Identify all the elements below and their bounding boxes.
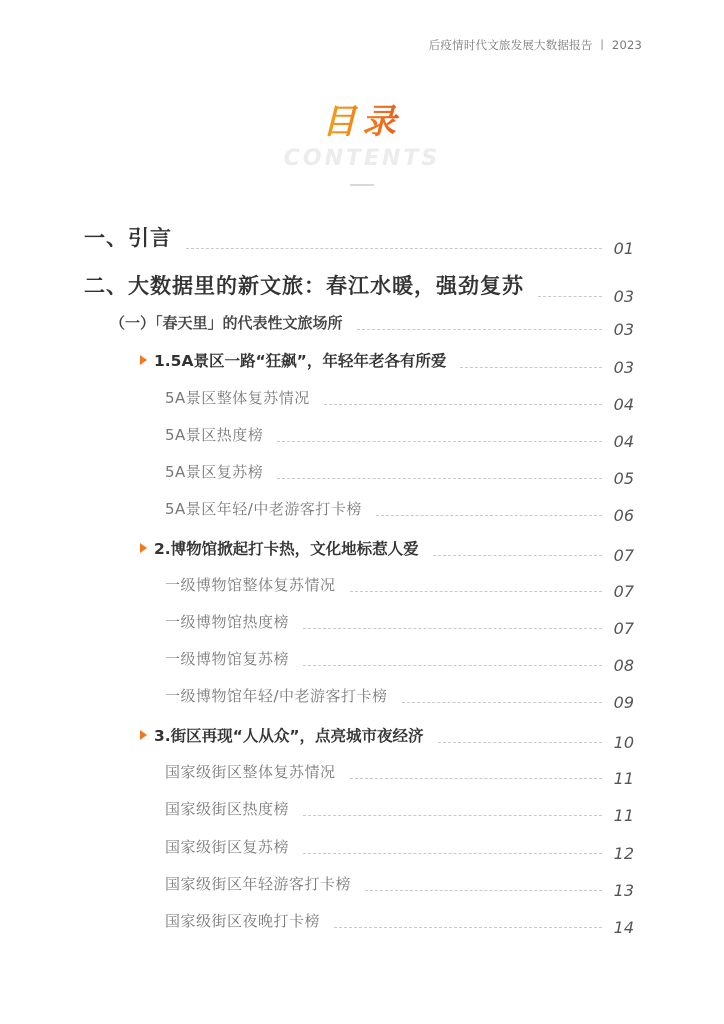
toc-entry-text: 国家级街区复苏榜 [165,838,290,856]
toc-entry-label [110,312,343,333]
toc-page-number: 13 [613,881,634,900]
toc-entry[interactable] [84,270,634,306]
arrow-bullet-icon [140,355,147,365]
toc-entry-label [84,270,524,300]
toc-entry-text: 5A景区热度榜 [165,426,264,444]
toc-entry-label [165,685,388,706]
dotted-leader [334,927,602,928]
toc-entry-label [165,498,362,519]
toc-page-number: 11 [613,769,634,788]
dotted-leader [350,778,602,779]
dotted-leader [303,665,602,666]
toc-entry-label [165,648,289,669]
toc-page-number: 07 [613,582,634,601]
toc-entry-text: 一级博物馆年轻/中老游客打卡榜 [165,687,388,705]
dotted-leader [357,329,602,330]
report-header: 后疫情时代文旅发展大数据报告 丨 2023 [428,38,642,52]
dotted-leader [402,702,602,703]
toc-entry-label [165,574,336,595]
page-title: 目录 [322,102,402,142]
toc-page-number: 10 [613,733,634,752]
toc-entry-text: 国家级街区年轻游客打卡榜 [165,875,352,893]
arrow-bullet-icon [140,730,147,740]
toc-entry[interactable] [165,910,634,937]
toc-page-number: 08 [613,656,634,675]
toc-entry-text: 国家级街区整体复苏情况 [165,763,336,781]
toc-entry-text: 2.博物馆掀起打卡热，文化地标惹人爱 [154,540,419,558]
dotted-leader [303,853,602,854]
toc-entry[interactable] [84,222,634,258]
toc-entry[interactable] [140,349,634,377]
dotted-leader [365,890,602,891]
dotted-leader [433,555,602,556]
toc-entry-text: 一、引言 [84,226,172,250]
toc-page-number: 04 [613,432,634,451]
dotted-leader [438,742,602,743]
toc-entry[interactable] [165,685,634,712]
arrow-bullet-icon [140,543,147,553]
toc-page-number: 03 [613,287,634,306]
toc-entry-text: 1.5A景区一路“狂飙”，年轻年老各有所爱 [154,352,447,370]
toc-page-number: 03 [613,320,634,339]
toc-entry-text: 5A景区复苏榜 [165,463,264,481]
toc-entry-text: 国家级街区夜晚打卡榜 [165,912,321,930]
toc-page-number: 11 [613,806,634,825]
toc-entry[interactable] [140,537,634,565]
toc-entry[interactable] [165,648,634,675]
toc-page-number: 04 [613,395,634,414]
toc-entry-label [165,873,351,894]
toc-entry-text: 3.街区再现“人从众”，点亮城市夜经济 [154,727,424,745]
toc-entry-label [140,349,446,371]
toc-entry-label [165,611,289,632]
dotted-leader [303,628,602,629]
dotted-leader [538,296,602,297]
toc-entry[interactable] [140,724,634,752]
toc-entry[interactable] [165,611,634,638]
toc-entry-label [84,222,172,252]
dotted-leader [277,441,602,442]
page-subtitle: CONTENTS [283,146,441,171]
toc-page-number: 07 [613,619,634,638]
toc-entry[interactable] [165,387,634,414]
toc-entry-label [140,537,419,559]
toc-entry-label [165,424,263,445]
toc-entry-label [165,761,336,782]
toc-page-number: 07 [613,546,634,565]
toc-entry[interactable] [165,761,634,788]
toc-entry[interactable] [165,574,634,601]
toc-entry[interactable] [165,836,634,863]
toc-entry-text: 二、大数据里的新文旅：春江水暖，强劲复苏 [84,274,524,298]
dotted-leader [350,591,602,592]
toc-entry-label [165,461,263,482]
toc-page-number: 03 [613,358,634,377]
dotted-leader [376,515,602,516]
toc-page-number: 09 [613,693,634,712]
toc-entry-text: 一级博物馆整体复苏情况 [165,576,336,594]
toc-entry[interactable] [110,312,634,339]
toc-entry-text: 国家级街区热度榜 [165,800,290,818]
toc-page-number: 01 [613,239,634,258]
toc-entry-text: （一）「春天里」的代表性文旅场所 [110,314,343,332]
toc-entry-text: 5A景区整体复苏情况 [165,389,310,407]
toc-entry-label [165,387,310,408]
toc-entry[interactable] [165,798,634,825]
dotted-leader [186,248,602,249]
toc-entry-text: 一级博物馆热度榜 [165,613,290,631]
toc-page-number: 05 [613,469,634,488]
dotted-leader [460,367,602,368]
dotted-leader [303,815,602,816]
toc-entry[interactable] [165,498,634,525]
dotted-leader [324,404,602,405]
toc-entry[interactable] [165,424,634,451]
toc-entry[interactable] [165,461,634,488]
toc-entry[interactable] [165,873,634,900]
toc-page-number: 06 [613,506,634,525]
toc-entry-label [165,836,289,857]
toc-entry-label [165,798,289,819]
toc-page-number: 12 [613,844,634,863]
toc-entry-label [140,724,424,746]
dotted-leader [277,478,602,479]
toc-entry-text: 5A景区年轻/中老游客打卡榜 [165,500,362,518]
toc-page-number: 14 [613,918,634,937]
toc-entry-text: 一级博物馆复苏榜 [165,650,290,668]
toc-entry-label [165,910,320,931]
